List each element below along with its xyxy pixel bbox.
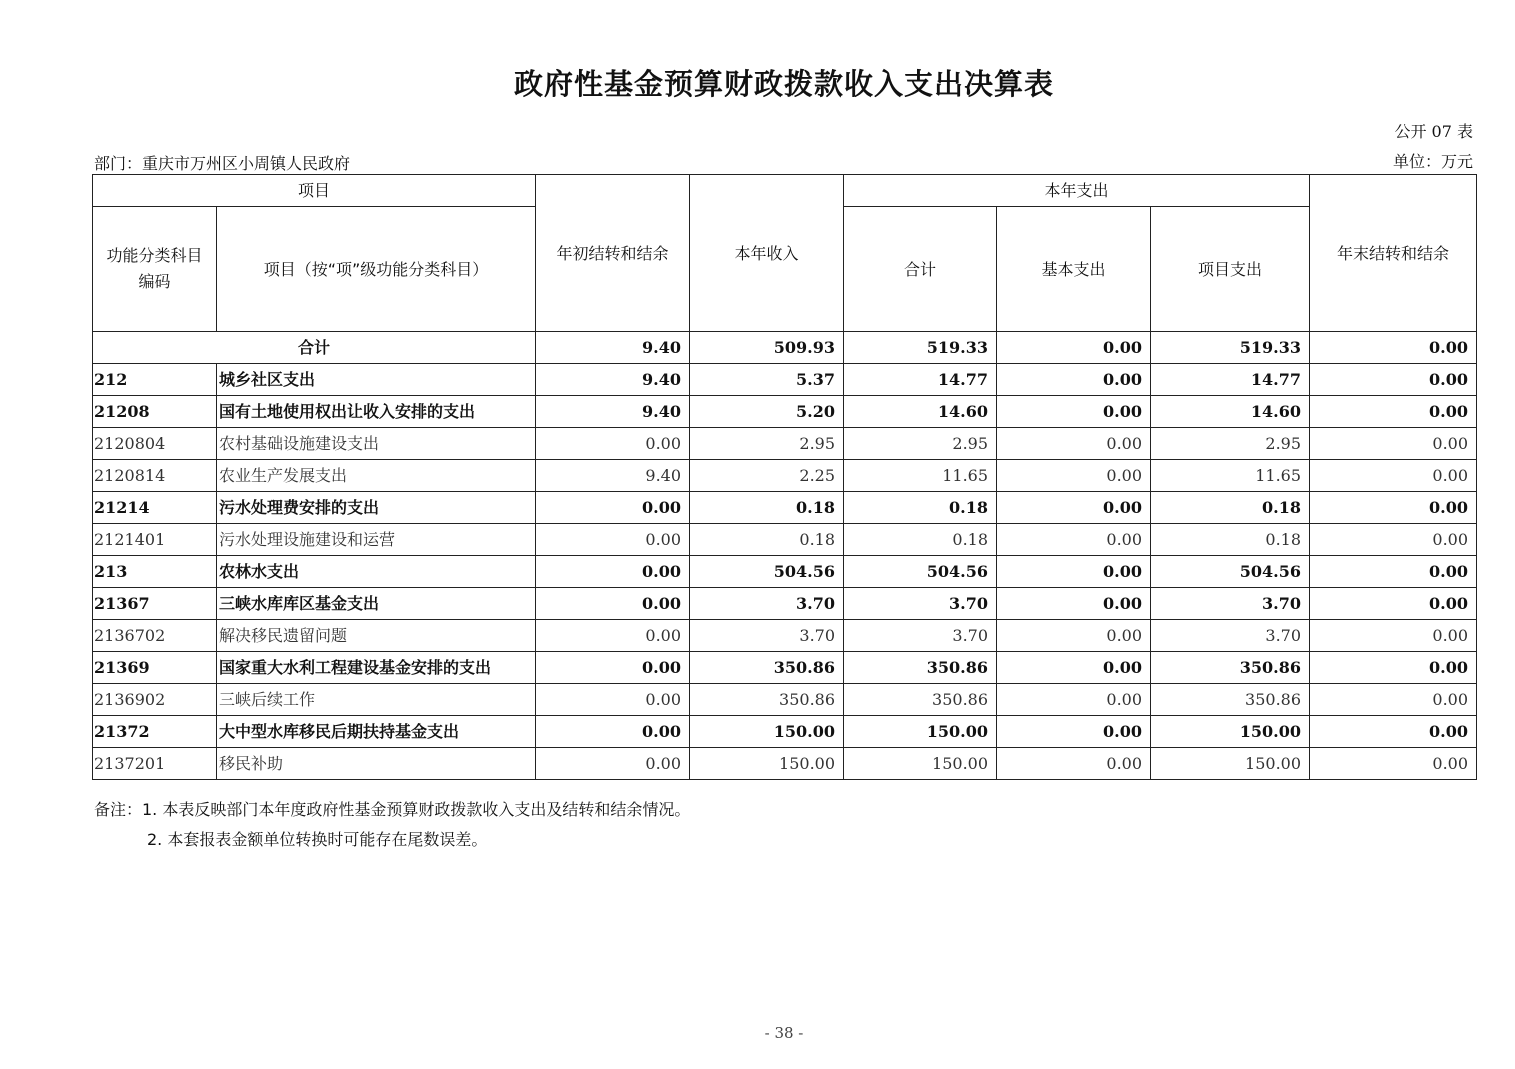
row-begin: 0.00	[536, 428, 690, 460]
table-row	[93, 524, 1477, 556]
department-label: 部门：重庆市万州区小周镇人民政府	[94, 154, 351, 173]
header-name: 项目（按“项”级功能分类科目）	[217, 207, 536, 332]
total-exp-project: 519.33	[1151, 332, 1310, 364]
row-exp-project: 2.95	[1151, 428, 1310, 460]
row-income: 5.20	[690, 396, 844, 428]
row-exp-basic: 0.00	[997, 492, 1151, 524]
row-income: 5.37	[690, 364, 844, 396]
row-name: 国家重大水利工程建设基金安排的支出	[217, 652, 536, 684]
note-line-1: 备注：1. 本表反映部门本年度政府性基金预算财政拨款收入支出及结转和结余情况。	[94, 800, 691, 819]
row-exp-total: 3.70	[844, 620, 997, 652]
table-row	[93, 428, 1477, 460]
row-income: 0.18	[690, 524, 844, 556]
table-row	[93, 460, 1477, 492]
row-end: 0.00	[1310, 492, 1477, 524]
row-end: 0.00	[1310, 524, 1477, 556]
row-end: 0.00	[1310, 460, 1477, 492]
row-begin: 0.00	[536, 716, 690, 748]
total-exp-basic: 0.00	[997, 332, 1151, 364]
row-income: 3.70	[690, 620, 844, 652]
row-income: 2.25	[690, 460, 844, 492]
row-begin: 0.00	[536, 492, 690, 524]
row-exp-project: 3.70	[1151, 620, 1310, 652]
row-exp-total: 2.95	[844, 428, 997, 460]
header-income: 本年收入	[690, 175, 844, 332]
row-exp-total: 3.70	[844, 588, 997, 620]
row-exp-basic: 0.00	[997, 684, 1151, 716]
row-exp-total: 350.86	[844, 652, 997, 684]
total-row	[93, 332, 1477, 364]
header-end-balance: 年末结转和结余	[1310, 175, 1477, 332]
table-row	[93, 588, 1477, 620]
page-number: - 38 -	[764, 1024, 804, 1042]
row-code: 21367	[93, 588, 217, 620]
row-end: 0.00	[1310, 556, 1477, 588]
row-code: 2137201	[93, 748, 217, 780]
row-name: 国有土地使用权出让收入安排的支出	[217, 396, 536, 428]
header-code: 功能分类科目编码	[93, 207, 217, 332]
header-begin-balance: 年初结转和结余	[536, 175, 690, 332]
row-exp-basic: 0.00	[997, 716, 1151, 748]
row-income: 150.00	[690, 716, 844, 748]
row-exp-basic: 0.00	[997, 460, 1151, 492]
row-name: 三峡水库库区基金支出	[217, 588, 536, 620]
row-begin: 9.40	[536, 396, 690, 428]
row-end: 0.00	[1310, 748, 1477, 780]
row-code: 2120804	[93, 428, 217, 460]
row-code: 2136702	[93, 620, 217, 652]
row-end: 0.00	[1310, 620, 1477, 652]
total-begin: 9.40	[536, 332, 690, 364]
row-exp-basic: 0.00	[997, 364, 1151, 396]
row-exp-total: 11.65	[844, 460, 997, 492]
row-code: 21372	[93, 716, 217, 748]
row-exp-basic: 0.00	[997, 620, 1151, 652]
row-begin: 0.00	[536, 588, 690, 620]
row-name: 污水处理费安排的支出	[217, 492, 536, 524]
total-end: 0.00	[1310, 332, 1477, 364]
row-income: 350.86	[690, 652, 844, 684]
row-name: 解决移民遗留问题	[217, 620, 536, 652]
table-row	[93, 748, 1477, 780]
row-exp-basic: 0.00	[997, 428, 1151, 460]
header-project: 项目	[93, 175, 536, 207]
table-row	[93, 684, 1477, 716]
row-end: 0.00	[1310, 652, 1477, 684]
row-name: 农业生产发展支出	[217, 460, 536, 492]
row-exp-project: 0.18	[1151, 492, 1310, 524]
row-income: 0.18	[690, 492, 844, 524]
row-exp-project: 350.86	[1151, 652, 1310, 684]
row-exp-basic: 0.00	[997, 396, 1151, 428]
row-begin: 0.00	[536, 620, 690, 652]
row-end: 0.00	[1310, 396, 1477, 428]
row-begin: 0.00	[536, 684, 690, 716]
row-begin: 9.40	[536, 364, 690, 396]
row-income: 3.70	[690, 588, 844, 620]
row-exp-total: 150.00	[844, 748, 997, 780]
table-row	[93, 716, 1477, 748]
row-code: 21369	[93, 652, 217, 684]
row-end: 0.00	[1310, 364, 1477, 396]
notes	[94, 795, 690, 855]
row-begin: 0.00	[536, 652, 690, 684]
table-row	[93, 396, 1477, 428]
row-exp-basic: 0.00	[997, 556, 1151, 588]
total-label: 合计	[93, 332, 536, 364]
row-exp-project: 14.60	[1151, 396, 1310, 428]
row-exp-project: 350.86	[1151, 684, 1310, 716]
row-code: 21214	[93, 492, 217, 524]
row-exp-project: 14.77	[1151, 364, 1310, 396]
row-exp-total: 14.77	[844, 364, 997, 396]
row-exp-total: 14.60	[844, 396, 997, 428]
table-row	[93, 652, 1477, 684]
page-title: 政府性基金预算财政拨款收入支出决算表	[513, 67, 1054, 101]
row-income: 2.95	[690, 428, 844, 460]
row-name: 移民补助	[217, 748, 536, 780]
total-income: 509.93	[690, 332, 844, 364]
row-exp-project: 11.65	[1151, 460, 1310, 492]
row-end: 0.00	[1310, 428, 1477, 460]
row-name: 城乡社区支出	[217, 364, 536, 396]
row-exp-project: 0.18	[1151, 524, 1310, 556]
row-exp-basic: 0.00	[997, 748, 1151, 780]
row-exp-basic: 0.00	[997, 524, 1151, 556]
row-code: 2120814	[93, 460, 217, 492]
row-exp-project: 150.00	[1151, 748, 1310, 780]
row-exp-total: 0.18	[844, 524, 997, 556]
header-expense-total: 合计	[844, 207, 997, 332]
row-exp-project: 3.70	[1151, 588, 1310, 620]
row-exp-project: 150.00	[1151, 716, 1310, 748]
header-expense-basic: 基本支出	[997, 207, 1151, 332]
row-income: 150.00	[690, 748, 844, 780]
row-exp-basic: 0.00	[997, 652, 1151, 684]
row-end: 0.00	[1310, 588, 1477, 620]
row-name: 大中型水库移民后期扶持基金支出	[217, 716, 536, 748]
row-name: 污水处理设施建设和运营	[217, 524, 536, 556]
row-income: 350.86	[690, 684, 844, 716]
row-code: 2121401	[93, 524, 217, 556]
row-name: 农村基础设施建设支出	[217, 428, 536, 460]
row-exp-project: 504.56	[1151, 556, 1310, 588]
row-begin: 0.00	[536, 556, 690, 588]
row-income: 504.56	[690, 556, 844, 588]
row-begin: 9.40	[536, 460, 690, 492]
row-code: 212	[93, 364, 217, 396]
form-number: 公开 07 表	[1394, 122, 1473, 141]
row-end: 0.00	[1310, 684, 1477, 716]
row-exp-basic: 0.00	[997, 588, 1151, 620]
unit-label: 单位：万元	[1392, 152, 1473, 171]
row-exp-total: 504.56	[844, 556, 997, 588]
table-row	[93, 364, 1477, 396]
row-name: 三峡后续工作	[217, 684, 536, 716]
note-line-2: 2. 本套报表金额单位转换时可能存在尾数误差。	[147, 830, 488, 849]
header-expense: 本年支出	[844, 175, 1310, 207]
row-exp-total: 150.00	[844, 716, 997, 748]
row-begin: 0.00	[536, 524, 690, 556]
row-code: 21208	[93, 396, 217, 428]
row-name: 农林水支出	[217, 556, 536, 588]
row-exp-total: 0.18	[844, 492, 997, 524]
table-row	[93, 556, 1477, 588]
table-row	[93, 620, 1477, 652]
row-begin: 0.00	[536, 748, 690, 780]
total-exp-total: 519.33	[844, 332, 997, 364]
row-code: 2136902	[93, 684, 217, 716]
budget-table	[92, 174, 1477, 780]
row-exp-total: 350.86	[844, 684, 997, 716]
row-end: 0.00	[1310, 716, 1477, 748]
header-expense-project: 项目支出	[1151, 207, 1310, 332]
row-code: 213	[93, 556, 217, 588]
table-row	[93, 492, 1477, 524]
